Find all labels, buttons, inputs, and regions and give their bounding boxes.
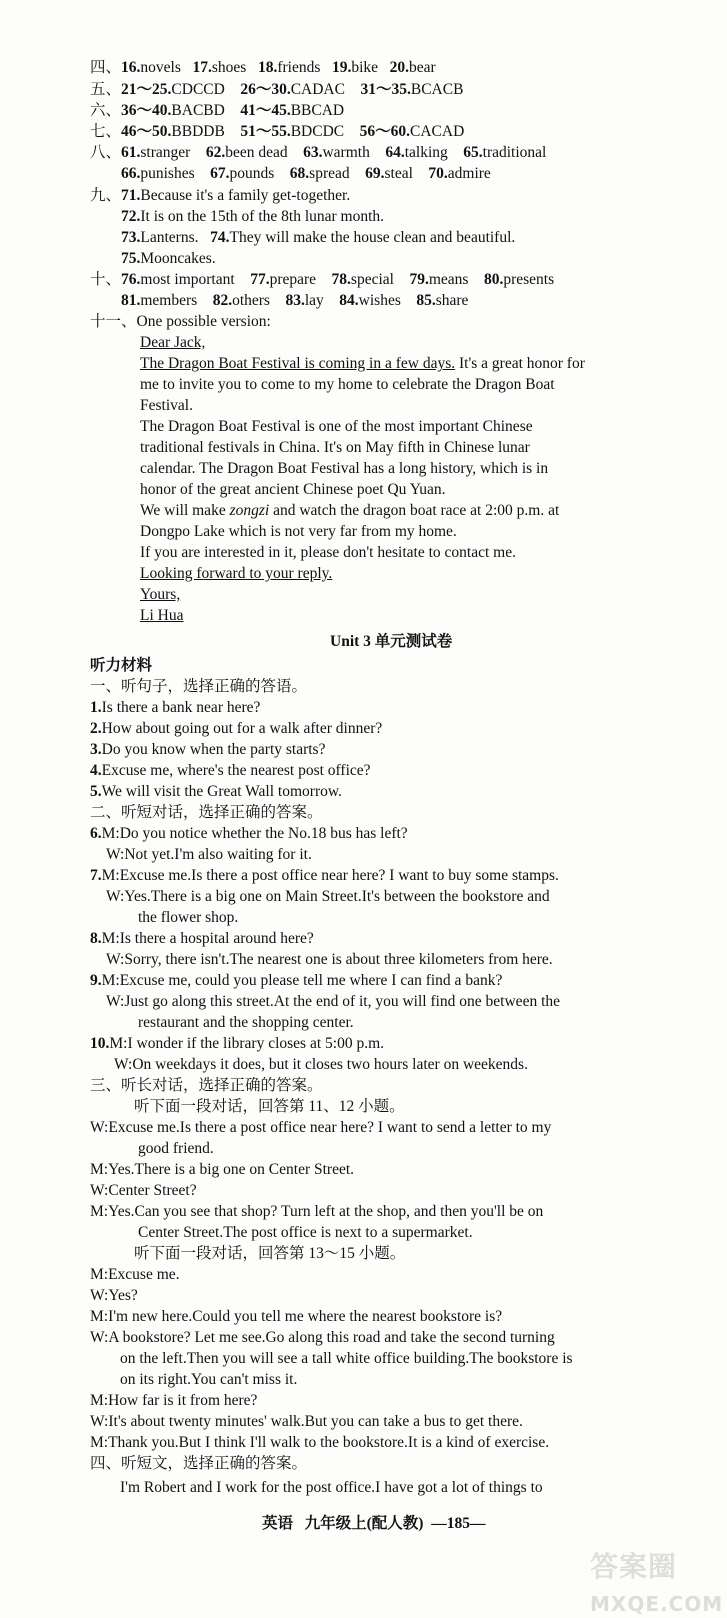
part1-heading: 一、听句子，选择正确的答语。 bbox=[90, 678, 308, 695]
letter-closing: Looking forward to your reply. bbox=[140, 565, 333, 582]
long-dialog1-line: M:Yes.Can you see that shop? Turn left at the shop, and then you'll be on bbox=[90, 1203, 544, 1220]
long-dialog1-line: good friend. bbox=[138, 1140, 214, 1157]
question-4: 4.Excuse me, where's the nearest post office? bbox=[90, 762, 371, 779]
dialog-9-w2: restaurant and the shopping center. bbox=[138, 1014, 354, 1031]
dialog-8-m: 8.M:Is there a hospital around here? bbox=[90, 930, 314, 947]
long-dialog2-line: M:I'm new here.Could you tell me where the nearest bookstore is? bbox=[90, 1308, 503, 1325]
letter-sign-yours: Yours, bbox=[140, 586, 181, 603]
long-dialog2-line: M:Excuse me. bbox=[90, 1266, 180, 1283]
part3-sub1: 听下面一段对话，回答第 11、12 小题。 bbox=[134, 1098, 405, 1115]
dialog-9-m: 9.M:Excuse me, could you please tell me where I can find a bank? bbox=[90, 972, 503, 989]
dialog-6-w: W:Not yet.I'm also waiting for it. bbox=[106, 846, 312, 863]
letter-greeting: Dear Jack, bbox=[140, 334, 206, 351]
question-5: 5.We will visit the Great Wall tomorrow. bbox=[90, 783, 342, 800]
letter-p1-line3: Festival. bbox=[140, 397, 193, 414]
unit-title: Unit 3 单元测试卷 bbox=[330, 633, 453, 650]
section-11-intro: 十一、One possible version: bbox=[90, 313, 271, 330]
page-footer: 英语 九年级上(配人教) —185— bbox=[262, 1515, 486, 1532]
dialog-8-w: W:Sorry, there isn't.The nearest one is about three kilometers from here. bbox=[106, 951, 553, 968]
dialog-7-w2: the flower shop. bbox=[138, 909, 239, 926]
letter-p2-line3: calendar. The Dragon Boat Festival has a long history, which is in bbox=[140, 460, 549, 477]
answer-72: 72.It is on the 15th of the 8th lunar month. bbox=[121, 208, 385, 225]
long-dialog2-line: W:It's about twenty minutes' walk.But you can take a bus to get there. bbox=[90, 1413, 523, 1430]
section-8-row2: 66.punishes 67.pounds 68.spread 69.steal 70.admire bbox=[121, 165, 491, 182]
dialog-10-w: W:On weekdays it does, but it closes two hours later on weekends. bbox=[114, 1056, 528, 1073]
dialog-7-w: W:Yes.There is a big one on Main Street.It's between the bookstore and bbox=[106, 888, 550, 905]
section-6: 六、36～40.BACBD 41～45.BBCAD bbox=[90, 102, 345, 119]
long-dialog2-line: W:Yes? bbox=[90, 1287, 138, 1304]
dialog-9-w: W:Just go along this street.At the end of it, you will find one between the bbox=[106, 993, 561, 1010]
listening-title: 听力材料 bbox=[90, 657, 153, 674]
long-dialog1-line: W:Excuse me.Is there a post office near here? I want to send a letter to my bbox=[90, 1119, 552, 1136]
section-7: 七、46～50.BBDDB 51～55.BDCDC 56～60.CACAD bbox=[90, 123, 465, 140]
question-3: 3.Do you know when the party starts? bbox=[90, 741, 326, 758]
answer-75: 75.Mooncakes. bbox=[121, 250, 216, 267]
letter-sign-name: Li Hua bbox=[140, 607, 184, 624]
part4-text: I'm Robert and I work for the post office.I have got a lot of things to bbox=[120, 1479, 543, 1496]
section-4: 四、16.novels 17.shoes 18.friends 19.bike 20.bear bbox=[90, 59, 436, 76]
section-10-row1: 十、76.most important 77.prepare 78.special 79.means 80.presents bbox=[90, 271, 555, 288]
part2-heading: 二、听短对话，选择正确的答案。 bbox=[90, 804, 323, 821]
dialog-10-m: 10.M:I wonder if the library closes at 5:00 p.m. bbox=[90, 1035, 385, 1052]
letter-p2-line2: traditional festivals in China. It's on May fifth in Chinese lunar bbox=[140, 439, 530, 456]
answer-71: 九、71.Because it's a family get-together. bbox=[90, 187, 351, 204]
long-dialog2-line: W:A bookstore? Let me see.Go along this road and take the second turning bbox=[90, 1329, 555, 1346]
long-dialog2-line: M:Thank you.But I think I'll walk to the bookstore.It is a kind of exercise. bbox=[90, 1434, 550, 1451]
section-5: 五、21～25.CDCCD 26～30.CADAC 31～35.BCACB bbox=[90, 81, 464, 98]
section-10-row2: 81.members 82.others 83.lay 84.wishes 85.share bbox=[121, 292, 469, 309]
dialog-7-m: 7.M:Excuse me.Is there a post office near here? I want to buy some stamps. bbox=[90, 867, 559, 884]
letter-p2-line1: The Dragon Boat Festival is one of the most important Chinese bbox=[140, 418, 533, 435]
answer-73-74: 73.Lanterns. 74.They will make the house clean and beautiful. bbox=[121, 229, 516, 246]
long-dialog2-line: M:How far is it from here? bbox=[90, 1392, 258, 1409]
question-1: 1.Is there a bank near here? bbox=[90, 699, 261, 716]
part3-sub2: 听下面一段对话，回答第 13～15 小题。 bbox=[134, 1245, 406, 1262]
letter-p1-line1: The Dragon Boat Festival is coming in a few days. It's a great honor for bbox=[140, 355, 585, 372]
long-dialog1-line: M:Yes.There is a big one on Center Street. bbox=[90, 1161, 355, 1178]
letter-p3-line2: Dongpo Lake which is not very far from my home. bbox=[140, 523, 457, 540]
long-dialog1-line: Center Street.The post office is next to a supermarket. bbox=[138, 1224, 473, 1241]
part3-heading: 三、听长对话，选择正确的答案。 bbox=[90, 1077, 323, 1094]
question-2: 2.How about going out for a walk after dinner? bbox=[90, 720, 383, 737]
part4-heading: 四、听短文，选择正确的答案。 bbox=[90, 1455, 308, 1472]
letter-p2-line4: honor of the great ancient Chinese poet Qu Yuan. bbox=[140, 481, 446, 498]
dialog-6-m: 6.M:Do you notice whether the No.18 bus has left? bbox=[90, 825, 408, 842]
letter-p4: If you are interested in it, please don't hesitate to contact me. bbox=[140, 544, 516, 561]
letter-p1-line2: me to invite you to come to my home to celebrate the Dragon Boat bbox=[140, 376, 555, 393]
long-dialog2-line: on the left.Then you will see a tall white office building.The bookstore is bbox=[120, 1350, 573, 1367]
section-8-row1: 八、61.stranger 62.been dead 63.warmth 64.talking 65.traditional bbox=[90, 144, 547, 161]
letter-p3-line1: We will make zongzi and watch the dragon boat race at 2:00 p.m. at bbox=[140, 502, 560, 519]
long-dialog1-line: W:Center Street? bbox=[90, 1182, 197, 1199]
watermark-logo: 答案圈 MXQE.COM bbox=[590, 1550, 724, 1616]
long-dialog2-line: on its right.You can't miss it. bbox=[120, 1371, 298, 1388]
